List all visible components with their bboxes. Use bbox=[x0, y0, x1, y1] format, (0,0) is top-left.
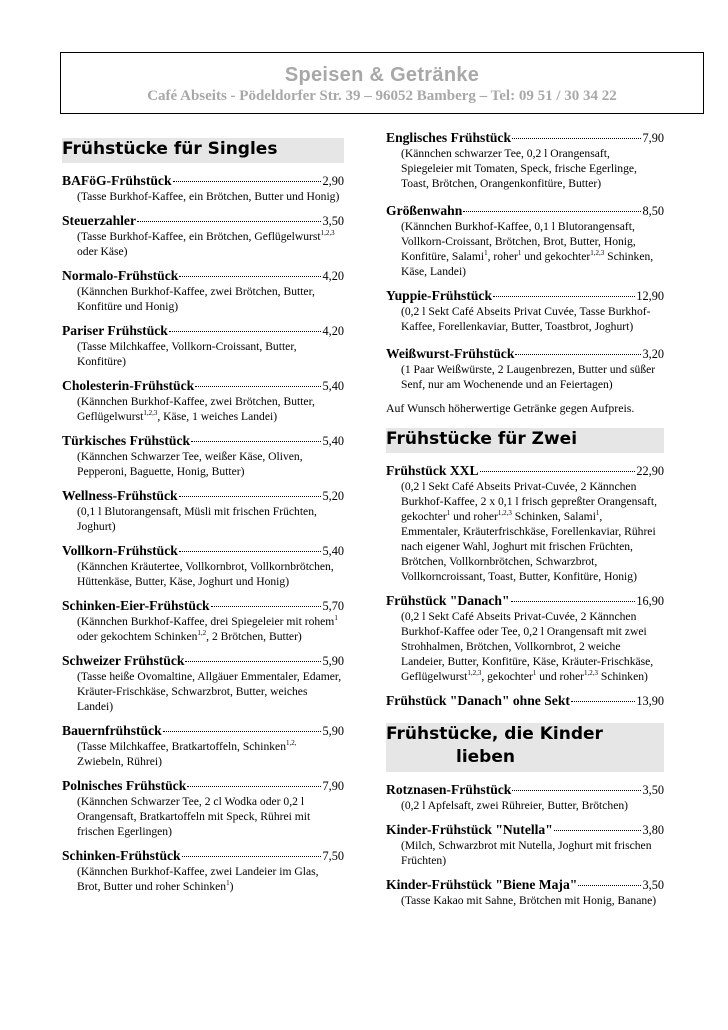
upgrade-note: Auf Wunsch höherwertige Getränke gegen Aufpreis. bbox=[386, 401, 635, 415]
dot-leader bbox=[512, 138, 641, 139]
item-price: 3,50 bbox=[642, 783, 664, 797]
dot-leader bbox=[512, 790, 641, 791]
item-name: Kinder-Frühstück "Nutella" bbox=[386, 822, 553, 837]
item-description: (0,2 l Sekt Café Abseits Privat Cuvée, Tasse Burkhof-Kaffee, Forellenkaviar, Butter, Toastbrot, Joghurt) bbox=[401, 305, 651, 333]
menu-item bbox=[62, 213, 344, 259]
item-price: 4,20 bbox=[322, 324, 344, 338]
item-name: Pariser Frühstück bbox=[62, 323, 168, 338]
dot-leader bbox=[185, 661, 321, 662]
right-column bbox=[386, 130, 664, 917]
item-description: (Tasse Milchkaffee, Bratkartoffeln, Schinken$^{1,2,}$ Zwiebeln, Rührei) bbox=[77, 739, 297, 768]
item-description: (Kännchen Schwarzer Tee, 2 cl Wodka oder 0,2 l Orangensaft, Bratkartoffeln mit Speck, Rührei mit frischen Egerlingen) bbox=[77, 795, 311, 838]
cafe-address: Café Abseits - Pödeldorfer Str. 39 – 96052 Bamberg – Tel: 09 51 / 30 34 22 bbox=[147, 88, 617, 104]
item-description: (Tasse Kakao mit Sahne, Brötchen mit Honig, Banane) bbox=[401, 894, 657, 907]
item-description: (Kännchen Burkhof-Kaffee, 0,1 l Blutorangensaft, Vollkorn-Croissant, Brötchen, Brot, Butter, Honig, Konfitüre, Salami$^1$, roher$^1$ und gekochter$^{1,2,3}$ Schinken, Käse, Landei) bbox=[401, 220, 654, 278]
item-name: Bauernfrühstück bbox=[62, 723, 162, 738]
dot-leader bbox=[173, 181, 322, 182]
item-name: Polnisches Frühstück bbox=[62, 778, 187, 793]
item-description: (Milch, Schwarzbrot mit Nutella, Joghurt mit frischen Früchten) bbox=[401, 839, 652, 867]
menu-item bbox=[62, 653, 344, 714]
menu-item bbox=[386, 346, 664, 392]
item-description: (Kännchen Burkhof-Kaffee, zwei Brötchen, Butter, Geflügelwurst$^{1,2,3}$, Käse, 1 weiches Landei) bbox=[77, 395, 315, 423]
item-description: (Kännchen Kräutertee, Vollkornbrot, Vollkornbrötchen, Hüttenkäse, Butter, Käse, Joghurt und Honig) bbox=[77, 560, 334, 588]
item-description: (Kännchen Burkhof-Kaffee, zwei Landeier im Glas, Brot, Butter und roher Schinken$^1$) bbox=[77, 865, 319, 893]
dot-leader bbox=[480, 471, 636, 472]
dot-leader bbox=[137, 221, 321, 222]
item-description: (Kännchen schwarzer Tee, 0,2 l Orangensaft, Spiegeleier mit Tomaten, Speck, frische Egerlinge, Toast, Brötchen, Orangenkonfitüre, Butter) bbox=[401, 147, 637, 190]
item-price: 7,50 bbox=[322, 849, 344, 863]
item-description: (Tasse Milchkaffee, Vollkorn-Croissant, Butter, Konfitüre) bbox=[77, 340, 297, 368]
item-name: Schinken-Frühstück bbox=[62, 848, 181, 863]
menu-item bbox=[62, 598, 344, 644]
item-description: (0,2 l Apfelsaft, zwei Rühreier, Butter, Brötchen) bbox=[401, 799, 629, 812]
section-heading-zwei: Frühstücke für Zwei bbox=[386, 428, 664, 453]
menu-item bbox=[62, 173, 344, 204]
item-price: 7,90 bbox=[642, 131, 664, 145]
menu-item bbox=[386, 782, 664, 813]
item-name: Cholesterin-Frühstück bbox=[62, 378, 195, 393]
page-title: Speisen & Getränke bbox=[284, 64, 480, 86]
item-price: 3,50 bbox=[322, 214, 344, 228]
item-name: BAFöG-Frühstück bbox=[62, 173, 172, 188]
menu-item bbox=[386, 288, 664, 334]
dot-leader bbox=[195, 386, 321, 387]
item-price: 8,50 bbox=[642, 204, 664, 218]
item-price: 5,40 bbox=[322, 379, 344, 393]
left-column bbox=[62, 130, 344, 903]
item-price: 22,90 bbox=[636, 464, 664, 478]
menu-item bbox=[62, 723, 344, 769]
dot-leader bbox=[191, 441, 321, 442]
menu-item bbox=[62, 778, 344, 839]
item-price: 12,90 bbox=[636, 289, 664, 303]
dot-leader bbox=[187, 786, 321, 787]
item-name: Wellness-Frühstück bbox=[62, 488, 178, 503]
item-name: Frühstück "Danach" bbox=[386, 593, 510, 608]
menu-item bbox=[62, 268, 344, 314]
item-price: 13,90 bbox=[636, 694, 664, 708]
item-name: Kinder-Frühstück "Biene Maja" bbox=[386, 877, 578, 892]
menu-item bbox=[386, 203, 664, 279]
menu-item bbox=[62, 543, 344, 589]
item-description: (Tasse heiße Ovomaltine, Allgäuer Emmentaler, Edamer, Kräuter-Frischkäse, Schwarzbrot, Butter, weiches Landei) bbox=[77, 670, 342, 713]
item-price: 5,70 bbox=[322, 599, 344, 613]
item-name: Schinken-Eier-Frühstück bbox=[62, 598, 210, 613]
dot-leader bbox=[493, 296, 635, 297]
item-name: Frühstück "Danach" ohne Sekt bbox=[386, 693, 570, 708]
dot-leader bbox=[179, 551, 322, 552]
item-description: (0,2 l Sekt Café Abseits Privat-Cuvée, 2 Kännchen Burkhof-Kaffee, 2 x 0,1 l frisch gepreßter Orangensaft, gekochter$^1$ und roher$^{1,2,3}$ Schinken, Salami$^1$, Emmentaler, Kräuterfrischkäse, Forellenkaviar, Rührei nach eigener Wahl, Joghurt mit frischen Früchten, Brötchen, Vollkornbrötchen, Schwarzbrot, Vollkorncroissant, Toast, Butter, Konfitüre, Honig) bbox=[401, 480, 658, 583]
item-description: (Tasse Burkhof-Kaffee, ein Brötchen, Geflügelwurst$^{1,2,3}$ oder Käse) bbox=[77, 229, 335, 258]
item-description: (0,2 l Sekt Café Abseits Privat-Cuvée, 2 Kännchen Burkhof-Kaffee oder Tee, 0,2 l Orangensaft mit zwei Strohhalmen, Brötchen, Vollkornbrot, 2 weiche Landeier, Butter, Konfitüre, Käse, Kräuter-Frischkäse, Geflügelwurst$^{1,2,3}$, gekochter$^1$ und roher$^{1,2,3}$ Schinken) bbox=[401, 610, 654, 683]
item-name: Rotznasen-Frühstück bbox=[386, 782, 512, 797]
item-price: 5,40 bbox=[322, 544, 344, 558]
item-price: 16,90 bbox=[636, 594, 664, 608]
menu-item bbox=[62, 323, 344, 369]
item-name: Normalo-Frühstück bbox=[62, 268, 179, 283]
item-name: Größenwahn bbox=[386, 203, 463, 218]
menu-item bbox=[386, 593, 664, 684]
item-price: 5,90 bbox=[322, 724, 344, 738]
menu-item bbox=[386, 693, 664, 709]
item-description: (Tasse Burkhof-Kaffee, ein Brötchen, Butter und Honig) bbox=[77, 190, 340, 203]
menu-item bbox=[386, 877, 664, 908]
item-description: (Kännchen Burkhof-Kaffee, zwei Brötchen, Butter, Konfitüre und Honig) bbox=[77, 285, 315, 313]
dot-leader bbox=[179, 496, 322, 497]
dot-leader bbox=[182, 856, 322, 857]
section-heading-singles: Frühstücke für Singles bbox=[62, 138, 344, 163]
item-price: 3,80 bbox=[642, 823, 664, 837]
item-description: (Kännchen Schwarzer Tee, weißer Käse, Oliven, Pepperoni, Baguette, Honig, Butter) bbox=[77, 450, 303, 478]
item-price: 5,90 bbox=[322, 654, 344, 668]
item-description: (1 Paar Weißwürste, 2 Laugenbrezen, Butter und süßer Senf, nur am Wochenende und an Feiertagen) bbox=[401, 363, 656, 391]
item-price: 5,40 bbox=[322, 434, 344, 448]
dot-leader bbox=[211, 606, 322, 607]
menu-header bbox=[60, 52, 704, 114]
item-price: 3,50 bbox=[642, 878, 664, 892]
item-name: Weißwurst-Frühstück bbox=[386, 346, 515, 361]
item-name: Vollkorn-Frühstück bbox=[62, 543, 178, 558]
menu-item bbox=[62, 848, 344, 894]
menu-item bbox=[386, 130, 664, 191]
item-price: 5,20 bbox=[322, 489, 344, 503]
dot-leader bbox=[163, 731, 322, 732]
item-name: Steuerzahler bbox=[62, 213, 136, 228]
dot-leader bbox=[571, 701, 635, 702]
menu-item bbox=[62, 488, 344, 534]
dot-leader bbox=[463, 211, 641, 212]
dot-leader bbox=[169, 331, 322, 332]
dot-leader bbox=[179, 276, 321, 277]
item-price: 3,20 bbox=[642, 347, 664, 361]
dot-leader bbox=[515, 354, 641, 355]
menu-item bbox=[386, 463, 664, 584]
item-name: Englisches Frühstück bbox=[386, 130, 512, 145]
dot-leader bbox=[554, 830, 642, 831]
item-name: Türkisches Frühstück bbox=[62, 433, 191, 448]
item-price: 4,20 bbox=[322, 269, 344, 283]
section-heading-kinder: Frühstücke, die Kinder lieben bbox=[386, 723, 664, 772]
item-description: (Kännchen Burkhof-Kaffee, drei Spiegeleier mit rohem$^1$ oder gekochtem Schinken$^{1,2}$, 2 Brötchen, Butter) bbox=[77, 614, 338, 643]
item-description: (0,1 l Blutorangensaft, Müsli mit frischen Früchten, Joghurt) bbox=[77, 505, 317, 533]
item-name: Schweizer Frühstück bbox=[62, 653, 185, 668]
item-name: Yuppie-Frühstück bbox=[386, 288, 493, 303]
dot-leader bbox=[511, 601, 636, 602]
item-price: 2,90 bbox=[322, 174, 344, 188]
menu-item bbox=[386, 822, 664, 868]
item-price: 7,90 bbox=[322, 779, 344, 793]
item-name: Frühstück XXL bbox=[386, 463, 479, 478]
menu-item bbox=[62, 378, 344, 424]
menu-item bbox=[62, 433, 344, 479]
dot-leader bbox=[578, 885, 641, 886]
